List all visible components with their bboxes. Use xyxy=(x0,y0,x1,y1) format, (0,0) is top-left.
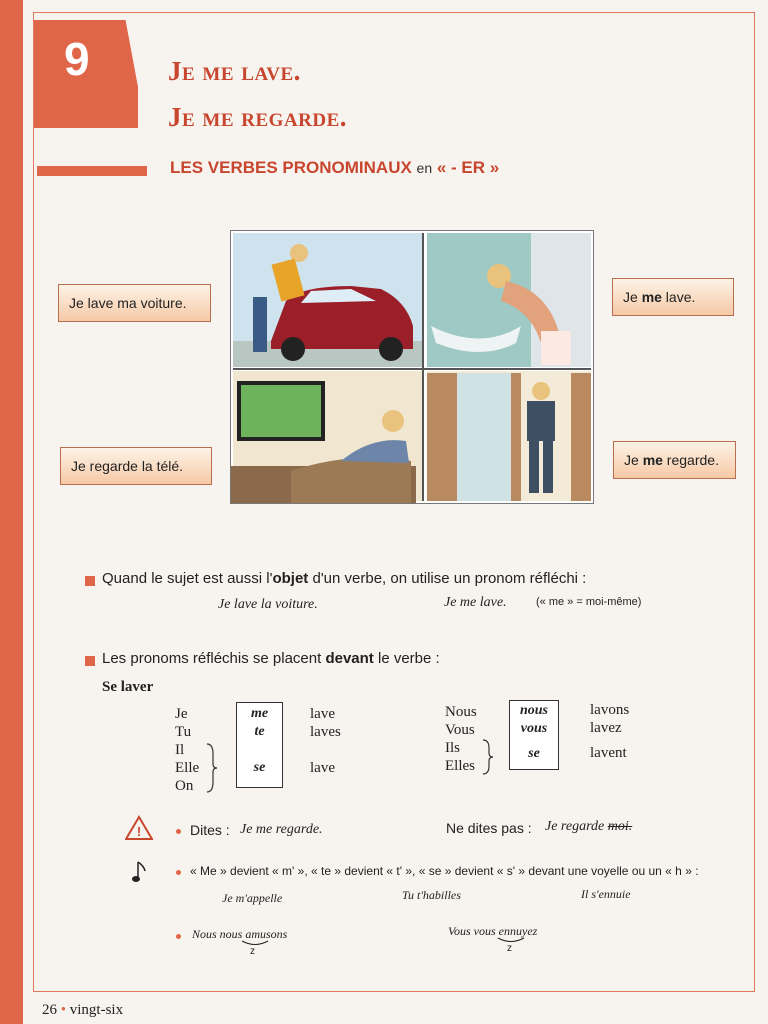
verb-form: lavons xyxy=(590,702,630,718)
reflexive-pronoun: te xyxy=(254,724,265,739)
page-footer xyxy=(42,1002,123,1019)
verb-form: lavent xyxy=(590,745,627,761)
reflexive-pronoun: nous xyxy=(519,703,549,718)
reflexive-pronoun: se xyxy=(528,746,540,761)
pronoun: Tu xyxy=(175,724,192,740)
label-reflexive: me xyxy=(642,452,663,468)
brace-icon xyxy=(205,742,219,794)
lesson-title-line1: Je me lave. xyxy=(168,56,301,86)
pronoun: Vous xyxy=(445,722,475,738)
bullet-square xyxy=(85,656,95,666)
verb-form: lave xyxy=(310,760,335,776)
liaison-arc xyxy=(240,939,270,947)
wrong-phrase: Je regarde xyxy=(545,819,605,834)
elision-example: Je m'appelle xyxy=(222,891,283,905)
pronoun: Je xyxy=(175,706,188,722)
label-text: regarde. xyxy=(662,452,719,468)
rule2-pre: Les pronoms réfléchis se placent xyxy=(102,650,326,667)
pronoun: Ils xyxy=(445,740,460,756)
liaison-example: Vous vous ennuyez xyxy=(448,924,538,938)
brace-icon xyxy=(481,738,495,776)
subtitle-en: en xyxy=(416,160,433,176)
mirror-icon xyxy=(457,373,511,501)
label-reflexive: me xyxy=(641,289,662,305)
music-note-icon xyxy=(132,860,148,884)
elision-example: Il s'ennuie xyxy=(581,887,631,901)
subtitle-er: « - ER » xyxy=(436,158,500,177)
svg-text:!: ! xyxy=(136,824,142,839)
reflexive-box-plural xyxy=(509,700,559,770)
warning-icon xyxy=(125,815,153,841)
rule1-note: (« me » = moi-même) xyxy=(536,596,642,608)
footer-dot: • xyxy=(60,1002,67,1018)
label-text: Je xyxy=(623,289,642,305)
pronoun: Elles xyxy=(445,758,475,774)
rule2-bold: devant xyxy=(325,650,374,667)
label-watch-tv: Je regarde la télé. xyxy=(60,447,212,485)
illustration xyxy=(230,230,594,504)
elision-rule: « Me » devient « m' », « te » devient « t' », « se » devient « s' » devant une voyelle ou un « h » : xyxy=(190,864,699,878)
pronoun: Nous xyxy=(445,704,477,720)
rule1-pre: Quand le sujet est aussi l' xyxy=(102,570,273,587)
liaison-z: z xyxy=(507,943,512,954)
pronoun: Il xyxy=(175,742,185,758)
bullet-square xyxy=(85,576,95,586)
page-number: 26 xyxy=(42,1002,57,1018)
verb-form: lavez xyxy=(590,720,622,736)
rule2-post: le verbe : xyxy=(373,650,440,667)
label-text: Je xyxy=(624,452,643,468)
lesson-subtitle xyxy=(170,158,499,178)
pronoun: On xyxy=(175,778,194,794)
ne-dites-pas-example xyxy=(545,819,632,835)
rule1-text xyxy=(102,570,586,587)
elision-example: Tu t'habilles xyxy=(402,888,461,902)
reflexive-pronoun: me xyxy=(250,706,269,721)
liaison-z: z xyxy=(250,946,255,957)
bullet-dot xyxy=(176,870,181,875)
bullet-dot xyxy=(176,934,181,939)
reflexive-pronoun: se xyxy=(253,760,266,775)
illustration-svg xyxy=(231,231,593,503)
verb-title: Se laver xyxy=(102,679,154,695)
ne-dites-pas-label: Ne dites pas : xyxy=(446,820,532,836)
lesson-number: 9 xyxy=(64,33,90,85)
crossed-word: moi. xyxy=(607,819,633,834)
rule1-bold: objet xyxy=(272,570,309,587)
dites-label: Dites : xyxy=(190,822,230,838)
reflexive-pronoun: vous xyxy=(520,721,548,736)
reflexive-box-singular xyxy=(236,702,283,788)
dites-example: Je me regarde. xyxy=(240,822,323,837)
label-wash-car: Je lave ma voiture. xyxy=(58,284,211,322)
label-text: lave. xyxy=(661,289,696,305)
bullet-dot xyxy=(176,829,181,834)
subtitle-text: LES VERBES PRONOMINAUX xyxy=(170,158,412,177)
left-color-strip xyxy=(0,0,23,1024)
verb-form: laves xyxy=(310,724,341,740)
rule2-text xyxy=(102,650,440,667)
label-watch-self xyxy=(613,441,736,479)
lesson-title-line2: Je me regarde. xyxy=(168,102,348,132)
pronoun: Elle xyxy=(175,760,200,776)
page-number-word: vingt-six xyxy=(69,1002,124,1018)
rule1-example-1: Je lave la voiture. xyxy=(218,597,318,612)
rule1-post: d'un verbe, on utilise un pronom réfléchi : xyxy=(308,570,587,587)
rule1-example-2: Je me lave. xyxy=(444,595,507,610)
verb-form: lave xyxy=(310,706,335,722)
label-wash-self xyxy=(612,278,734,316)
subtitle-bar xyxy=(37,166,147,176)
liaison-example: Nous nous amusons xyxy=(192,927,288,941)
